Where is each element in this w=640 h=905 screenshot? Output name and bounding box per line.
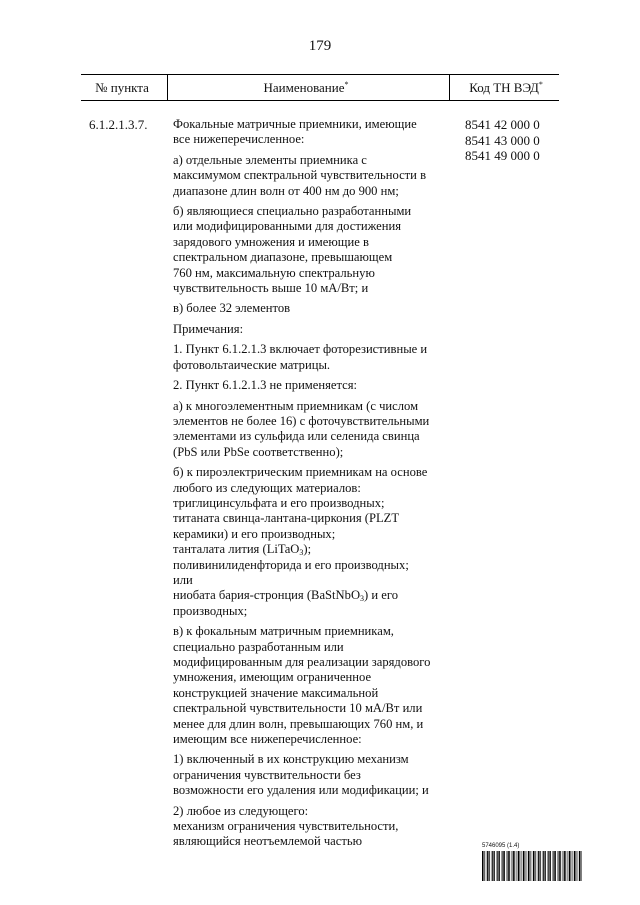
barcode-bar — [487, 851, 488, 881]
barcode-bar — [548, 851, 549, 881]
barcode-bar — [509, 851, 510, 881]
barcode-bar — [518, 851, 519, 881]
paragraph: 1) включенный в их конструкцию механизм ограничения чувствительности без возможности его удаления или модификации; и — [173, 752, 429, 798]
barcode-bar — [504, 851, 505, 881]
barcode-bar — [543, 851, 544, 881]
barcode-bar — [579, 851, 580, 881]
barcode-bar — [576, 851, 577, 881]
barcode-bar — [519, 851, 520, 881]
header-name: Наименование* — [263, 80, 349, 95]
paragraph: Примечания: — [173, 321, 244, 336]
barcode-bar — [508, 851, 509, 881]
barcode-caption: 5746095 (1.4) — [482, 843, 520, 849]
barcode-bar — [513, 851, 514, 881]
item-codes — [465, 117, 540, 164]
barcode-bar — [499, 851, 500, 881]
barcode-bar — [492, 851, 493, 881]
item-number: 6.1.2.1.3.7. — [89, 117, 148, 132]
paragraph: Фокальные матричные приемники, имеющие все нижеперечисленное: — [173, 117, 417, 147]
paragraph: в) более 32 элементов — [173, 301, 291, 316]
code-line: 8541 49 000 0 — [465, 148, 540, 163]
barcode-bar — [484, 851, 485, 881]
barcode-bar — [550, 851, 551, 881]
barcode-bar — [569, 851, 570, 881]
barcode-bar — [553, 851, 554, 881]
barcode-bar — [489, 851, 490, 881]
barcode-bar — [560, 851, 561, 881]
barcode-bar — [581, 851, 582, 881]
barcode-bar — [523, 851, 524, 881]
barcode-bar — [494, 851, 495, 881]
paragraph-materials: б) к пироэлектрическим приемникам на основе любого из следующих материалов: триглицинсульфата и его производных; титаната свинца-лантана-циркония (PLZT керамики) и его производных; танталата лития (LiTaO$_3$); поливинилиденфторида и его производных; или ниобата бария-стронция (BaStNbO$_3$) и его производных; — [173, 465, 428, 618]
barcode-bar — [514, 851, 515, 881]
code-line: 8541 43 000 0 — [465, 132, 540, 148]
paragraph: в) к фокальным матричным приемникам, специально разработанным или модифицированным для реализации зарядового умножения, имеющим ограниченное конструкцией значение максимальной спектральной чувствительности 10 мА/Вт или менее для длин волн, превышающих 760 нм, и имеющим все нижеперечисленное: — [173, 624, 431, 747]
paragraph: 2) любое из следующего: механизм ограничения чувствительности, являющийся неотъемлемой частью — [173, 803, 399, 849]
item-description — [173, 117, 445, 855]
table-header — [81, 74, 559, 101]
barcode-image — [482, 851, 582, 881]
header-item-number: № пункта — [95, 80, 149, 95]
barcode-bar — [528, 851, 529, 881]
header-code: Код ТН ВЭД* — [469, 80, 543, 95]
barcode-bar — [565, 851, 566, 881]
code-line: 8541 42 000 0 — [465, 117, 540, 132]
header-divider — [167, 75, 168, 100]
barcode-bar — [540, 851, 541, 881]
barcode-bar — [502, 851, 503, 881]
barcode-bar — [497, 851, 498, 881]
header-divider — [449, 75, 450, 100]
barcode-bar — [533, 851, 534, 881]
barcode-bar — [545, 851, 546, 881]
paragraph: 1. Пункт 6.1.2.1.3 включает фоторезистивные и фотовольтаические матрицы. — [173, 342, 428, 372]
paragraph: б) являющиеся специально разработанными или модифицированными для достижения зарядового умножения и имеющие в спектральном диапазоне, превышающем 760 нм, максимальную спектральную чувствительность выше 10 мА/Вт; и — [173, 204, 412, 296]
barcode-bar — [482, 851, 483, 881]
barcode-bar — [538, 851, 539, 881]
page-number: 179 — [308, 38, 332, 54]
barcode-bar — [559, 851, 560, 881]
paragraph: 2. Пункт 6.1.2.1.3 не применяется: — [173, 378, 358, 393]
paragraph: а) отдельные элементы приемника с максимумом спектральной чувствительности в диапазоне длин волн от 400 нм до 900 нм; — [173, 152, 427, 198]
barcode-bar — [530, 851, 531, 881]
barcode-bar — [555, 851, 556, 881]
barcode-bar — [525, 851, 526, 881]
barcode-bar — [535, 851, 536, 881]
barcode-bar — [570, 851, 571, 881]
barcode-bar — [564, 851, 565, 881]
barcode-bar — [574, 851, 575, 881]
paragraph: а) к многоэлементным приемникам (с числом элементов не более 16) с фоточувствительными элементами из сульфида или селенида свинца (PbS или PbSe соответственно); — [173, 398, 430, 459]
